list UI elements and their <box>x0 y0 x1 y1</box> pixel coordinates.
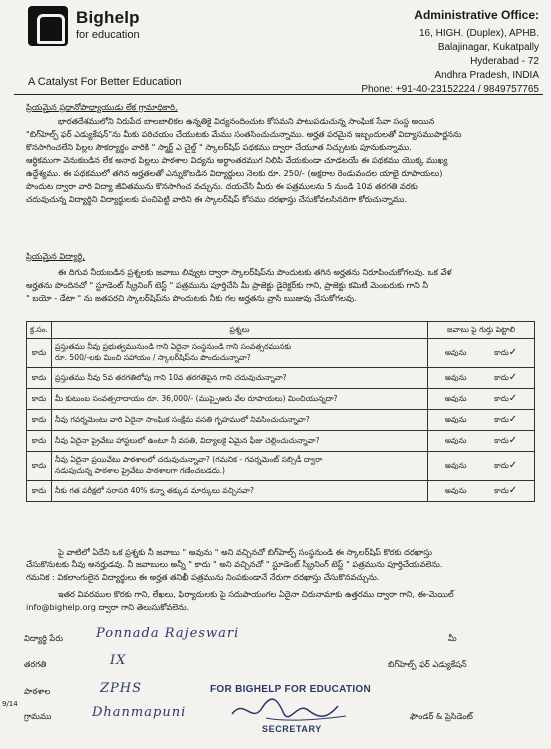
note-line: గమనిక : వికలాంగులైన విద్యార్థులు ఈ అర్హత తనిఖీ పత్రమును నింపకుండానే నేరుగా దరఖాస్తు చేసుకొనవచ్చును. <box>26 572 380 582</box>
stamp-line2: SECRETARY <box>262 724 322 734</box>
note-line: చేసుకొనుటకు నీవు అనర్హుడవు. నీ జవాబులు అన్నీ " కాదు " అని వచ్చినచో " స్టూడెంట్ స్క్రీనింగ్ టెస్ట్ " పత్రమును పూర్తిచేయవలెను. <box>26 559 443 569</box>
row-answer[interactable] <box>428 452 535 481</box>
salutation-student: ప్రియమైన విద్యార్థి, <box>26 251 85 261</box>
answer-yes[interactable]: అవును <box>444 347 467 357</box>
row-serial: కాదు <box>27 452 52 481</box>
signature-icon <box>226 694 356 726</box>
answer-yes[interactable]: అవును <box>444 372 467 382</box>
brand-name: Bighelp <box>76 8 140 27</box>
answer-no[interactable]: కాదు <box>494 394 509 403</box>
question-line: నీవు ఏదైనా ప్రయివేటు పాఠశాలలో చదువుచున్నావా? (గమనిక - గవర్నమెంట్ సబ్సిడీ ద్వారా <box>55 455 323 464</box>
answer-options <box>431 414 531 426</box>
tick-mark-icon: ✓ <box>508 393 518 404</box>
answer-no[interactable]: కాదు <box>494 436 509 445</box>
question-line: నీకు గత పరీక్షలో సరాసరి 40% కన్నా తక్కువ మార్కులు వచ్చినవా? <box>55 485 254 495</box>
answer-yes[interactable]: అవును <box>444 435 467 445</box>
table-row <box>27 481 535 502</box>
table-row <box>27 452 535 481</box>
table-header-row <box>27 322 535 339</box>
field-value-class: IX <box>110 653 127 668</box>
tick-mark-icon: ✓ <box>508 435 518 446</box>
answer-no-wrap <box>494 460 517 472</box>
row-question <box>52 368 428 389</box>
row-question <box>52 481 428 502</box>
table-row <box>27 389 535 410</box>
row-serial: కాదు <box>27 339 52 368</box>
row-serial: కాదు <box>27 368 52 389</box>
table-row <box>27 339 535 368</box>
answer-no[interactable]: కాదు <box>494 415 509 424</box>
row-serial: కాదు <box>27 389 52 410</box>
answer-no[interactable]: కాదు <box>494 373 509 382</box>
bighelp-logo-icon <box>28 6 68 46</box>
para2-line: అర్హతను పొందినచో " స్టూడెంట్ స్క్రీనింగ్ టెస్ట్ " పత్రమును పూర్తిచేసి మీ ప్రాజెక్టు డైరెక్టర్‌కు గాని, ప్రాజెక్టు కమిటీ మెంబరుకు గాని నీ <box>26 280 429 290</box>
answer-no[interactable]: కాదు <box>494 461 509 470</box>
answer-no-wrap <box>494 435 517 447</box>
eligibility-table <box>26 321 535 502</box>
answer-no-wrap <box>494 393 517 405</box>
closing-org: బిగ్‌హెల్ప్ ఫర్ ఎడ్యుకేషన్ <box>388 659 467 669</box>
answer-options <box>431 485 531 497</box>
answer-options <box>431 460 531 472</box>
row-answer[interactable] <box>428 431 535 452</box>
tick-mark-icon: ✓ <box>508 414 518 425</box>
row-question <box>52 339 428 368</box>
row-answer[interactable] <box>428 339 535 368</box>
stamp-line1: FOR BIGHELP FOR EDUCATION <box>210 684 372 695</box>
answer-options <box>431 393 531 405</box>
answer-options <box>431 435 531 447</box>
para1-line: "బిగ్‌హెల్ప్ ఫర్ ఎడ్యుకేషన్"ను మీకు పరిచయం చేయుటకు మేము సంతసించుచున్నాము. అర్హత పరమైన ఇబ్బందులతో విద్యాసముపార్జనను <box>26 129 462 139</box>
field-value-school: ZPHS <box>100 681 143 696</box>
note-line: పై వాటిలో ఏదేని ఒక ప్రశ్నకు నీ జవాబు " అవును " అని వచ్చినచో బిగ్‌హెల్ప్ సంస్థనుండి ఈ స్కాలర్‌షిప్ కొరకు దరఖాస్తు <box>58 547 432 557</box>
note-line: info@bighelp.org ద్వారా గాని తెలుసుకోవలెను. <box>26 602 190 612</box>
answer-no-wrap <box>494 372 517 384</box>
field-value-name: Ponnada Rajeswari <box>96 626 240 641</box>
field-label-class: తరగతి <box>24 659 47 669</box>
tagline: A Catalyst For Better Education <box>28 76 182 88</box>
answer-no-wrap <box>494 485 517 497</box>
para2-line: ఈ దిగువ నీయబడిన ప్రశ్నలకు జవాబు లివ్వుట ద్వారా స్కాలర్‌షిప్‌ను పొందుటకు తగిన అర్హతను నిరూపించుకోగలవు. ఒక వేళ <box>58 267 452 277</box>
salutation: ప్రియమైన ప్రధానోపాధ్యాయుడు లేక గ్రామాధికారి, <box>26 102 178 112</box>
row-answer[interactable] <box>428 481 535 502</box>
row-question <box>52 431 428 452</box>
question-line: రూ. 500/-లకు మించి సహాయం / స్కాలర్‌షిప్‌ను పొందుచున్నావా? <box>55 353 251 362</box>
address-line: Phone: +91-40-23152224 / 9849757765 <box>361 84 539 95</box>
answer-yes[interactable]: అవును <box>444 393 467 403</box>
row-question <box>52 389 428 410</box>
logo <box>28 6 188 56</box>
header-questions: ప్రశ్నలు <box>52 322 428 339</box>
para1-line: ఆర్థికముగా వెనుకబడిన లేక అనాథ పిల్లలు పాఠశాల విద్యను అర్థాంతరముగ నిలిపి వేయకుండా చూడటయే ఈ పథకము యొక్క ముఖ్య <box>26 155 448 165</box>
para1-line: చదువుచున్న విద్యార్థిని విద్యార్థులకు పంచిపెట్టి వారిని ఈ స్కాలర్‌షిప్ కోసము దరఖాస్తు చేసుకోవలసినదిగా కోరుచున్నాము. <box>26 194 407 204</box>
address-line: Andhra Pradesh, INDIA <box>434 70 539 81</box>
question-line: ప్రస్తుతము నీవు 5వ తరగతిలోపు గాని 10వ తరగతిపైన గాని చదువుచున్నావా? <box>55 372 287 382</box>
para1-line: కొనసాగించలేని పిల్లల సౌకర్యార్థం వారికి " స్మార్ట్ ఎ చైల్డ్ " స్కాలర్‌షిప్ పథకము ద్వారా చేయూత నిచ్చుటకు పూనుకున్నాము. <box>26 142 412 152</box>
row-answer[interactable] <box>428 368 535 389</box>
header-answer: జవాబు పై గుర్తు పెట్టాలి <box>428 322 535 339</box>
brand-subtitle: for education <box>76 29 140 41</box>
row-serial: కాదు <box>27 481 52 502</box>
header-serial: క్ర.సం. <box>27 322 52 339</box>
para1-line: ఉద్దేశ్యము. ఈ పథకములో తగిన అర్హతలతో ఎన్నుకొబడిన విద్యార్థులు నెలకు రూ. 250/- (అక్షరాల రెండువందల యాభై రూపాయలు) <box>26 168 443 178</box>
answer-options <box>431 372 531 384</box>
org-stamp <box>206 680 376 742</box>
tick-mark-icon: ✓ <box>508 485 518 496</box>
address-line: Hyderabad - 72 <box>470 56 539 67</box>
answer-options <box>431 347 531 359</box>
row-question <box>52 452 428 481</box>
question-line: నీవు ఏదైనా ప్రైవేటు హాస్టలులో ఉంటూ నీ వసతి, విద్యాలకై ఏమైన ఫీజు చెల్లించుచున్నావా? <box>55 435 320 445</box>
closing-you: మీ <box>448 633 457 643</box>
answer-yes[interactable]: అవును <box>444 414 467 424</box>
row-question <box>52 410 428 431</box>
margin-note: 9/14 <box>2 700 18 708</box>
field-label-school: పాఠశాల <box>24 686 51 696</box>
closing-role: ఫౌండర్ & ప్రెసిడెంట్ <box>410 711 473 721</box>
field-label-name: విద్యార్థి పేరు <box>24 633 64 643</box>
question-line: ప్రస్తుతము నీవు ప్రభుత్వమునుండి గాని ఏదైనా సంస్థనుండి గాని సంవత్సరమునకు <box>55 342 292 351</box>
para2-line: " బయో - డేటా " ను జతపరచి స్కాలర్‌షిప్‌ను పొందుటకు నీకు గల అర్హతను వ్రాసి ఋజువు చేసుకోగలవు. <box>26 293 357 303</box>
field-value-village: Dhanmapuni <box>92 705 187 720</box>
answer-no-wrap <box>494 347 517 359</box>
answer-no[interactable]: కాదు <box>494 348 509 357</box>
table-row <box>27 431 535 452</box>
row-answer[interactable] <box>428 389 535 410</box>
tick-mark-icon: ✓ <box>508 347 518 358</box>
row-serial: కాదు <box>27 410 52 431</box>
answer-yes[interactable]: అవును <box>444 460 467 470</box>
table-row <box>27 410 535 431</box>
row-answer[interactable] <box>428 410 535 431</box>
para1-line: భారతదేశములోని నిరుపేద బాలబాలికల ఉన్నతికై విద్యనందించుట కోసమని పాటుపడుచున్న సాంఘిక సేవా సంస్థ అయిన <box>58 116 435 126</box>
office-address <box>339 8 539 97</box>
tick-mark-icon: ✓ <box>508 460 518 471</box>
note-line: ఇతర వివరముల కొరకు గాని, లేఖలు, ఫిర్యాదులకు పై సదుపాయంగల ఏదైనా చిరునామాకు ఉత్తరము ద్వారా గాని, ఈ-మెయిల్ <box>58 589 454 599</box>
table-row <box>27 368 535 389</box>
answer-no[interactable]: కాదు <box>494 486 509 495</box>
question-line: నీవు గవర్నమెంటు వారి ఏదైనా సాంఘిక సంక్షేమ వసతి గృహములో నివసించుచున్నావా? <box>55 414 310 424</box>
header-divider <box>14 94 543 95</box>
address-line: 16, HIGH. (Duplex), APHB. <box>418 28 539 39</box>
para1-line: పొందుట ద్వారా వారి విద్యా జీవితమును కొనసాగించ వచ్చును. దయచేసి మీరు ఈ పత్రములను 5 నుండి 10వ తరగతి వరకు <box>26 181 418 191</box>
question-line: నడుపుచున్న పాఠశాల ప్రైవేటు పాఠశాలగా గణించబడదు.) <box>55 466 225 475</box>
question-line: మీ కుటుంబ సంవత్సరాదాయం రూ. 36,000/- (ముప్పైఆరు వేల రూపాయలు) మించియున్నదా? <box>55 393 338 403</box>
tick-mark-icon: ✓ <box>508 372 518 383</box>
address-line: Balajinagar, Kukatpally <box>437 42 539 53</box>
answer-yes[interactable]: అవును <box>444 485 467 495</box>
row-serial: కాదు <box>27 431 52 452</box>
office-title: Administrative Office: <box>414 8 539 22</box>
answer-no-wrap <box>494 414 517 426</box>
table-body <box>27 339 535 502</box>
field-label-village: గ్రామము <box>24 711 52 721</box>
